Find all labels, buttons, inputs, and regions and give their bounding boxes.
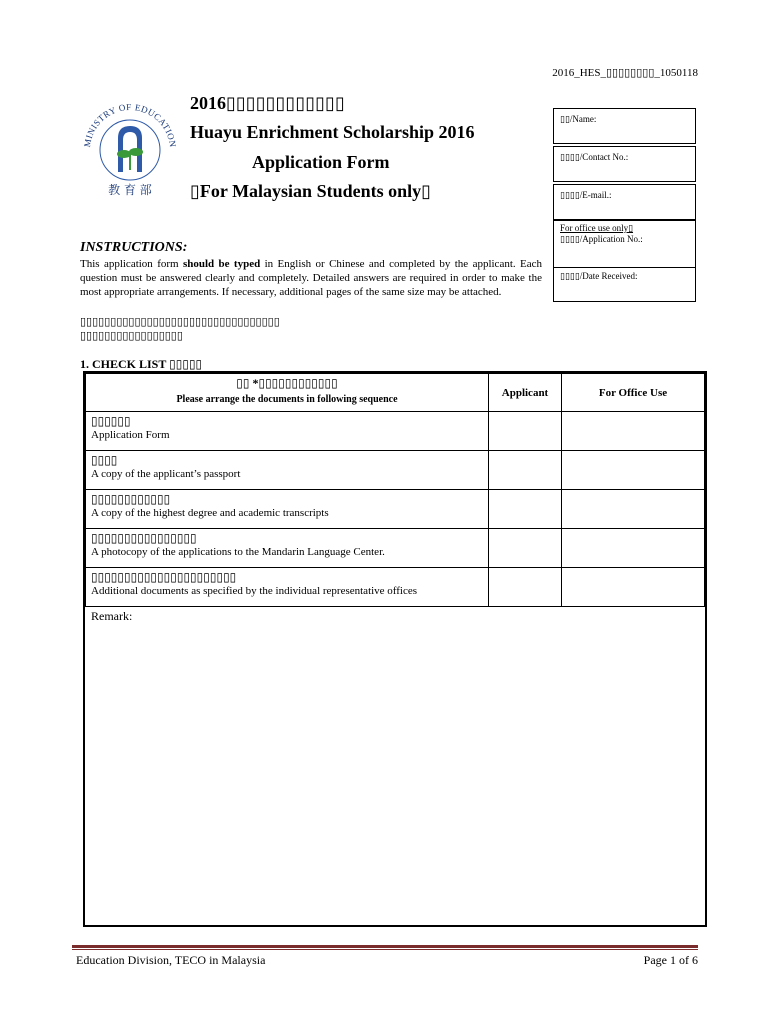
applicant-column-header: Applicant (489, 374, 562, 412)
title-malaysian-only: ▯For Malaysian Students only▯ (190, 181, 432, 201)
office-use-label: For office use only▯ (560, 223, 634, 233)
checklist-table (83, 371, 707, 927)
date-received-label: ▯▯▯▯/Date Received: (560, 271, 638, 281)
checklist-item: ▯▯▯▯▯▯ Application Form (86, 412, 489, 451)
ministry-of-education-logo (76, 98, 184, 198)
title-chinese: 2016▯▯▯▯▯▯▯▯▯▯▯▯ (190, 93, 345, 113)
office-checkbox-cell[interactable] (562, 490, 705, 529)
office-column-header: For Office Use (562, 374, 705, 412)
title-application-form: Application Form (252, 152, 390, 172)
instructions-heading: INSTRUCTIONS: (80, 240, 188, 255)
checklist-heading: 1. CHECK LIST ▯▯▯▯▯ (80, 357, 203, 371)
checklist-item: ▯▯▯▯▯▯▯▯▯▯▯▯ A copy of the highest degree and academic transcripts (86, 490, 489, 529)
office-use-box (553, 220, 696, 302)
instructions-chinese: ▯▯▯▯▯▯▯▯▯▯▯▯▯▯▯▯▯▯▯▯▯▯▯▯▯▯▯▯▯▯▯▯▯ ▯▯▯▯▯▯▯▯▯▯▯▯▯▯▯▯▯ (80, 316, 280, 342)
email-field[interactable] (553, 184, 696, 220)
checklist-item: ▯▯▯▯▯▯▯▯▯▯▯▯▯▯▯▯▯▯▯▯▯▯ Additional documents as specified by the individual representative offices (86, 568, 489, 607)
email-label: ▯▯▯▯/E-mail.: (560, 190, 612, 200)
svg-text:教 育 部: 教 育 部 (108, 183, 152, 197)
applicant-checkbox-cell[interactable] (489, 568, 562, 607)
contact-label: ▯▯▯▯/Contact No.: (560, 152, 629, 162)
office-checkbox-cell[interactable] (562, 529, 705, 568)
name-field[interactable] (553, 108, 696, 144)
footer-organization: Education Division, TECO in Malaysia (76, 953, 266, 967)
instructions-text: This application form should be typed in English or Chinese and completed by the applicant. Each question must be answered clearly and completely. Detailed answers are required in order to make the most appropriate arrangements. If necessary, additional pages of the same size may be attached. (80, 258, 542, 298)
page-number: Page 1 of 6 (643, 953, 698, 967)
applicant-checkbox-cell[interactable] (489, 412, 562, 451)
remark-label: Remark: (91, 609, 133, 623)
document-reference: 2016_HES_▯▯▯▯▯▯▯▯_1050118 (552, 67, 698, 79)
svg-text:MINISTRY OF EDUCATION: MINISTRY OF EDUCATION (81, 101, 179, 149)
applicant-checkbox-cell[interactable] (489, 490, 562, 529)
title-scholarship: Huayu Enrichment Scholarship 2016 (190, 122, 475, 142)
checklist-item: ▯▯▯▯▯▯▯▯▯▯▯▯▯▯▯▯ A photocopy of the applications to the Mandarin Language Center. (86, 529, 489, 568)
office-checkbox-cell[interactable] (562, 451, 705, 490)
application-no-label: ▯▯▯▯/Application No.: (560, 234, 643, 244)
office-divider (554, 267, 695, 268)
footer-rule-thin (72, 949, 698, 950)
applicant-checkbox-cell[interactable] (489, 529, 562, 568)
applicant-checkbox-cell[interactable] (489, 451, 562, 490)
checklist-item: ▯▯▯▯ A copy of the applicant’s passport (86, 451, 489, 490)
documents-column-header: ▯▯ *▯▯▯▯▯▯▯▯▯▯▯▯ Please arrange the documents in following sequence (86, 374, 489, 412)
name-label: ▯▯/Name: (560, 114, 597, 124)
office-checkbox-cell[interactable] (562, 412, 705, 451)
office-checkbox-cell[interactable] (562, 568, 705, 607)
contact-field[interactable] (553, 146, 696, 182)
footer-rule (72, 945, 698, 948)
